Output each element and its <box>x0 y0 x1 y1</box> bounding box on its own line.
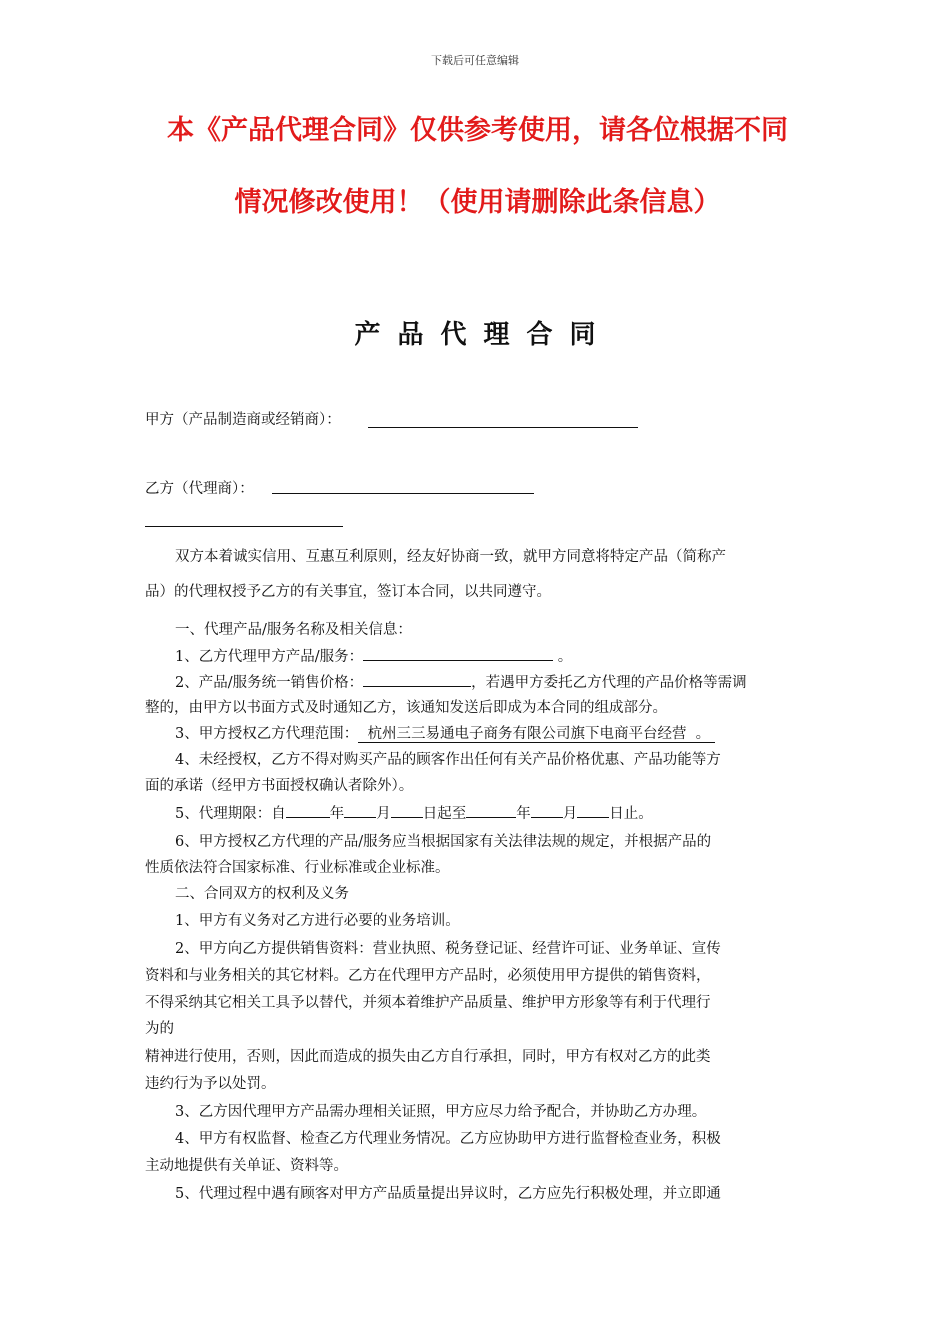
section1-item4-line2: 面的承诺（经甲方书面授权确认者除外）。 <box>145 778 414 794</box>
party-a-blank <box>368 427 638 428</box>
party-b-blank-continued <box>145 526 343 527</box>
section2-heading: 二、合同双方的权利及义务 <box>175 886 349 902</box>
section2-item3: 3、乙方因代理甲方产品需办理相关证照，甲方应尽力给予配合，并协助乙方办理。 <box>175 1104 707 1120</box>
end-day-label: 日止。 <box>609 806 653 822</box>
end-day-blank <box>577 803 609 818</box>
section2-item5-line1: 5、代理过程中遇有顾客对甲方产品质量提出异议时，乙方应先行积极处理，并立即通 <box>175 1186 721 1202</box>
party-b-label: 乙方（代理商）： <box>145 481 254 497</box>
start-month-blank <box>344 803 376 818</box>
end-month-label: 月 <box>562 806 578 822</box>
end-year-blank <box>466 803 516 818</box>
end-year-label: 年 <box>516 806 531 822</box>
section2-item1: 1、甲方有义务对乙方进行必要的业务培训。 <box>175 913 460 929</box>
section1-item6-line1: 6、甲方授权乙方代理的产品/服务应当根据国家有关法律法规的规定，并根据产品的 <box>175 834 712 850</box>
item2-blank <box>363 672 471 687</box>
item1-end: 。 <box>557 649 573 665</box>
section1-item1 <box>175 646 572 667</box>
start-year-label: 年 <box>329 806 345 822</box>
section1-item4-line1: 4、未经授权，乙方不得对购买产品的顾客作出任何有关产品价格优惠、产品功能等方 <box>175 752 721 768</box>
section1-item5 <box>175 803 653 824</box>
item5-label: 5、代理期限：自 <box>175 806 286 822</box>
notice-line-1: 本《产品代理合同》仅供参考使用，请各位根据不同 <box>167 115 788 146</box>
party-b-line <box>145 479 254 499</box>
section1-item3 <box>175 724 715 744</box>
party-a-label: 甲方（产品制造商或经销商）： <box>145 412 341 428</box>
start-year-blank <box>286 803 330 818</box>
section1-item6-line2: 性质依法符合国家标准、行业标准或企业标准。 <box>145 860 450 876</box>
section1-item2 <box>175 672 747 693</box>
section2-item2-line3: 不得采纳其它相关工具予以替代，并须本着维护产品质量、维护甲方形象等有利于代理行 <box>145 995 711 1011</box>
section2-item2-line6: 违约行为予以处罚。 <box>145 1076 276 1092</box>
item1-blank <box>363 646 553 661</box>
item3-scope-value <box>358 726 715 743</box>
start-month-label: 月 <box>376 806 391 822</box>
end-month-blank <box>531 803 563 818</box>
party-a-line <box>145 410 341 430</box>
contract-title: 产品代理合同 <box>354 320 613 350</box>
intro-line-2: 品）的代理权授予乙方的有关事宜，签订本合同，以共同遵守。 <box>145 584 551 600</box>
section2-item2-line2: 资料和与业务相关的其它材料。乙方在代理甲方产品时，必须使用甲方提供的销售资料， <box>145 968 711 984</box>
section2-item4-line1: 4、甲方有权监督、检查乙方代理业务情况。乙方应协助甲方进行监督检查业务，积极 <box>175 1131 721 1147</box>
item3-label: 3、甲方授权乙方代理范围： <box>175 726 359 742</box>
item2-rest: ，若遇甲方委托乙方代理的产品价格等需调 <box>471 675 747 691</box>
notice-line-2: 情况修改使用！（使用请删除此条信息） <box>234 187 721 218</box>
start-day-label: 日起至 <box>422 806 467 822</box>
item3-scope-text: 杭州三三易通电子商务有限公司旗下电商平台经营 <box>367 726 687 742</box>
start-day-blank <box>391 803 423 818</box>
item3-end: 。 <box>695 726 711 742</box>
item2-label: 2、产品/服务统一销售价格： <box>175 675 364 691</box>
section2-item2-line1: 2、甲方向乙方提供销售资料：营业执照、税务登记证、经营许可证、业务单证、宣传 <box>175 941 721 957</box>
section2-item2-line5: 精神进行使用，否则，因此而造成的损失由乙方自行承担，同时，甲方有权对乙方的此类 <box>145 1049 711 1065</box>
section2-item2-line4: 为的 <box>145 1021 174 1037</box>
page-header-note: 下载后可任意编辑 <box>431 54 519 67</box>
section2-item4-line2: 主动地提供有关单证、资料等。 <box>145 1158 348 1174</box>
section1-heading: 一、代理产品/服务名称及相关信息： <box>175 622 412 638</box>
party-b-blank <box>272 493 534 494</box>
intro-line-1: 双方本着诚实信用、互惠互利原则，经友好协商一致，就甲方同意将特定产品（简称产 <box>175 549 726 565</box>
section1-item2-line2: 整的，由甲方以书面方式及时通知乙方，该通知发送后即成为本合同的组成部分。 <box>145 700 667 716</box>
item1-label: 1、乙方代理甲方产品/服务： <box>175 649 364 665</box>
